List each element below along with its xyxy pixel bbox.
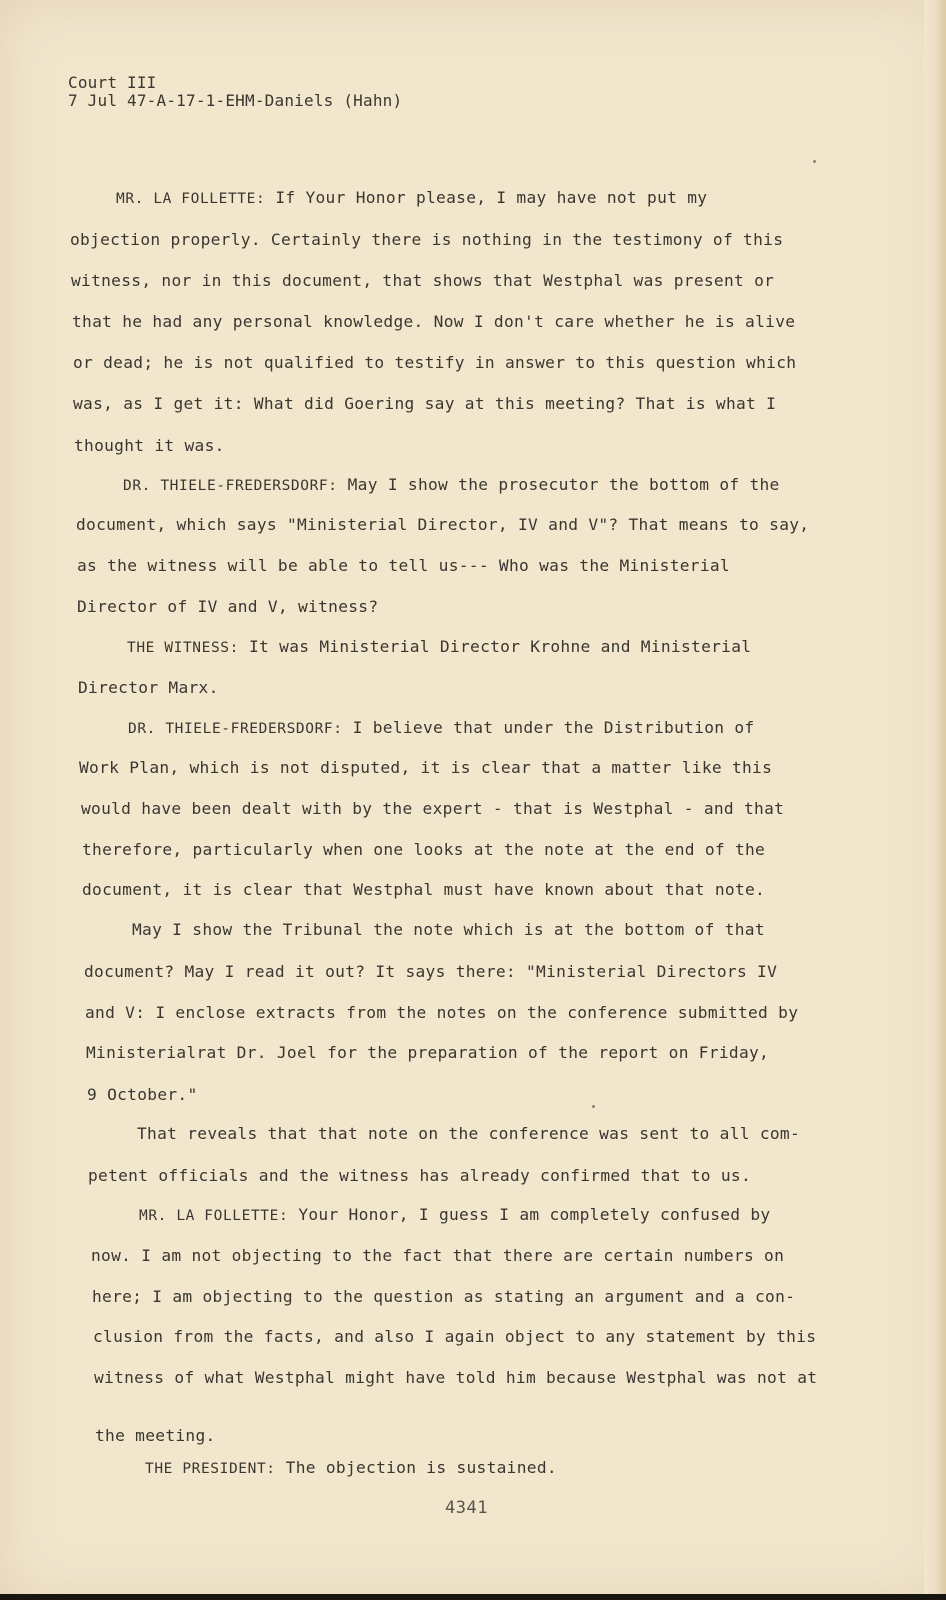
transcript-line — [73, 353, 796, 372]
transcript-line — [132, 920, 765, 939]
speaker-label: DR. THIELE-FREDERSDORF: — [123, 478, 338, 494]
paper-speck — [813, 160, 816, 163]
line-text: 9 October." — [87, 1085, 198, 1104]
transcript-line — [127, 637, 751, 656]
line-text: witness, nor in this document, that shows that Westphal was present or — [71, 271, 775, 290]
speaker-label: THE PRESIDENT: — [145, 1461, 276, 1477]
transcript-reference: 7 Jul 47-A-17-1-EHM-Daniels (Hahn) — [68, 91, 403, 110]
line-text: document, it is clear that Westphal must have known about that note. — [82, 880, 766, 899]
line-text: here; I am objecting to the question as stating an argument and a con- — [92, 1287, 796, 1306]
court-label: Court III — [68, 73, 157, 92]
transcript-line — [116, 188, 707, 207]
transcript-line — [128, 718, 754, 737]
transcript-line — [86, 1043, 769, 1062]
line-text: May I show the Tribunal the note which is at the bottom of that — [132, 920, 765, 939]
line-text: May I show the prosecutor the bottom of the — [337, 475, 780, 494]
line-text: The objection is sustained. — [275, 1458, 557, 1477]
line-text: Director of IV and V, witness? — [77, 597, 379, 616]
transcript-line — [78, 678, 219, 697]
transcript-line — [91, 1246, 784, 1265]
transcript-line — [139, 1205, 770, 1224]
transcript-line — [77, 556, 730, 575]
line-text: Your Honor, I guess I am completely confused by — [288, 1205, 771, 1224]
line-text: I believe that under the Distribution of — [342, 718, 755, 737]
transcript-line — [94, 1368, 817, 1387]
speaker-label: THE WITNESS: — [127, 640, 239, 656]
transcript-line — [77, 597, 378, 616]
line-text: document? May I read it out? It says there: "Ministerial Directors IV — [84, 962, 778, 981]
transcript-line — [74, 436, 225, 455]
line-text: It was Ministerial Director Krohne and Ministerial — [238, 637, 752, 656]
transcript-line — [145, 1458, 557, 1477]
line-text: and V: I enclose extracts from the notes on the conference submitted by — [85, 1003, 799, 1022]
line-text: the meeting. — [95, 1426, 216, 1445]
transcript-line — [137, 1124, 800, 1143]
page-number: 4341 — [445, 1498, 488, 1518]
line-text: as the witness will be able to tell us--- Who was the Ministerial — [77, 556, 730, 575]
transcript-line — [92, 1287, 795, 1306]
transcript-line — [73, 394, 776, 413]
transcript-line — [87, 1085, 198, 1104]
transcript-line — [88, 1166, 751, 1185]
transcript-line — [123, 475, 780, 494]
line-text: or dead; he is not qualified to testify in answer to this question which — [73, 353, 797, 372]
paper-speck — [592, 1105, 595, 1108]
line-text: Work Plan, which is not disputed, it is clear that a matter like this — [79, 758, 773, 777]
page-edge-shadow — [924, 0, 946, 1600]
transcript-line — [95, 1426, 216, 1445]
line-text: petent officials and the witness has already confirmed that to us. — [88, 1166, 752, 1185]
transcript-line — [93, 1327, 816, 1346]
line-text: would have been dealt with by the expert - that is Westphal - and that — [81, 799, 785, 818]
transcript-line — [72, 312, 795, 331]
speaker-label: MR. LA FOLLETTE: — [139, 1208, 289, 1224]
transcript-line — [79, 758, 772, 777]
line-text: document, which says "Ministerial Director, IV and V"? That means to say, — [76, 515, 810, 534]
speaker-label: MR. LA FOLLETTE: — [116, 191, 266, 207]
transcript-line — [82, 840, 765, 859]
line-text: clusion from the facts, and also I again object to any statement by this — [93, 1327, 817, 1346]
line-text: If Your Honor please, I may have not put my — [265, 188, 708, 207]
line-text: that he had any personal knowledge. Now I don't care whether he is alive — [72, 312, 796, 331]
transcript-line — [82, 880, 765, 899]
transcript-line — [85, 1003, 798, 1022]
transcript-line — [71, 271, 774, 290]
line-text: That reveals that that note on the conference was sent to all com- — [137, 1124, 801, 1143]
transcript-line — [76, 515, 809, 534]
speaker-label: DR. THIELE-FREDERSDORF: — [128, 721, 343, 737]
transcript-line — [81, 799, 784, 818]
line-text: Ministerialrat Dr. Joel for the preparation of the report on Friday, — [86, 1043, 770, 1062]
page-bottom-border — [0, 1594, 946, 1600]
line-text: thought it was. — [74, 436, 225, 455]
page-header — [68, 74, 402, 110]
line-text: witness of what Westphal might have told him because Westphal was not at — [94, 1368, 818, 1387]
transcript-line — [84, 962, 777, 981]
line-text: objection properly. Certainly there is nothing in the testimony of this — [70, 230, 784, 249]
transcript-line — [70, 230, 783, 249]
line-text: Director Marx. — [78, 678, 219, 697]
line-text: now. I am not objecting to the fact that there are certain numbers on — [91, 1246, 785, 1265]
line-text: was, as I get it: What did Goering say at this meeting? That is what I — [73, 394, 777, 413]
line-text: therefore, particularly when one looks at the note at the end of the — [82, 840, 766, 859]
